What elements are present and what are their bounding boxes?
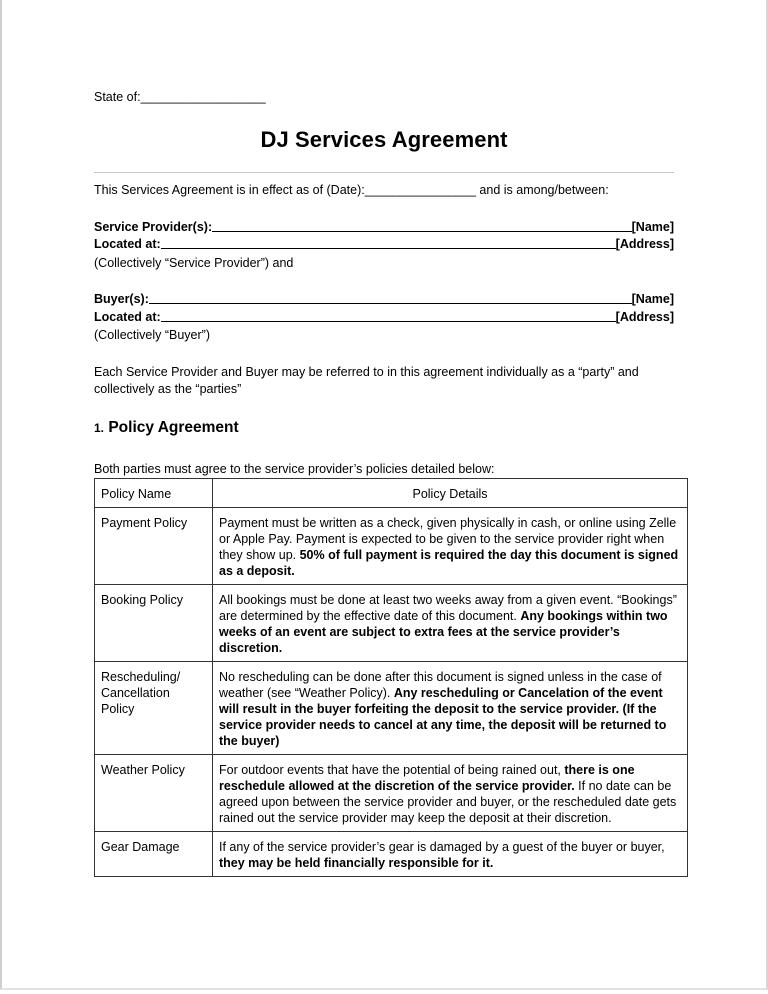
policy-table: [94, 478, 688, 877]
section-intro: Both parties must agree to the service provider’s policies detailed below:: [94, 462, 495, 476]
policy-details-cell: [213, 832, 688, 877]
state-label: State of:: [94, 90, 141, 104]
details-bold-text: there is one reschedule allowed at the discretion of the service provider.: [219, 763, 635, 793]
details-text: For outdoor events that have the potential of being rained out,: [219, 763, 565, 777]
parties-paragraph: Each Service Provider and Buyer may be referred to in this agreement individually as a “party” and collectively as the “parties”: [94, 365, 639, 396]
service-provider-address-label: Located at:: [94, 237, 161, 251]
header-policy-name: Policy Name: [95, 479, 213, 508]
policy-details-cell: [213, 662, 688, 755]
document-title: DJ Services Agreement: [260, 127, 508, 152]
header-policy-details: Policy Details: [213, 479, 688, 508]
service-provider-address-blank[interactable]: [161, 237, 616, 249]
service-provider-collective: (Collectively “Service Provider”) and: [94, 256, 294, 270]
policy-name-cell: Booking Policy: [95, 585, 213, 662]
details-bold-text: Any bookings within two weeks of an event are subject to extra fees at the service provider’s discretion.: [219, 609, 668, 655]
policy-name-cell: Rescheduling/ Cancellation Policy: [95, 662, 213, 755]
details-text: All bookings must be done at least two weeks away from a given event. “Bookings” are determined by the effective date of this document.: [219, 593, 677, 623]
state-field: [94, 90, 266, 104]
details-bold-text: Any rescheduling or Cancelation of the event will result in the buyer forfeiting the deposit to the service provider. (If the service provider needs to cancel at any time, the deposit will be returned to the buyer): [219, 686, 667, 748]
service-provider-name-tag: [Name]: [631, 220, 674, 234]
buyer-address-line: [94, 310, 674, 325]
effective-date-blank[interactable]: ________________: [364, 183, 476, 197]
table-row: [95, 585, 688, 662]
details-text: Payment must be written as a check, given physically in cash, or online using Zelle or Apple Pay. Payment is expected to be given to the service provider right when they show up.: [219, 516, 677, 562]
policy-name-cell: Payment Policy: [95, 508, 213, 585]
details-tail-text: If no date can be agreed upon between the service provider and buyer, or the rescheduled date gets rained out the service provider may keep the deposit at their discretion.: [219, 779, 677, 825]
policy-name-cell: Weather Policy: [95, 755, 213, 832]
buyer-address-blank[interactable]: [161, 310, 616, 322]
buyer-collective: (Collectively “Buyer”): [94, 328, 210, 342]
policy-details-cell: [213, 508, 688, 585]
service-provider-address-tag: [Address]: [615, 237, 674, 251]
service-provider-name-line: [94, 220, 674, 235]
state-blank[interactable]: __________________: [140, 90, 266, 104]
buyer-name-tag: [Name]: [631, 292, 674, 306]
policy-details-cell: [213, 585, 688, 662]
policy-details-cell: [213, 755, 688, 832]
policy-name-cell: Gear Damage: [95, 832, 213, 877]
service-provider-address-line: [94, 237, 674, 252]
section-number: 1.: [94, 421, 105, 435]
table-row: [95, 832, 688, 877]
details-text: If any of the service provider’s gear is damaged by a guest of the buyer or buyer,: [219, 840, 665, 854]
buyer-address-tag: [Address]: [615, 310, 674, 324]
details-bold-text: 50% of full payment is required the day this document is signed as a deposit.: [219, 548, 679, 578]
table-header-row: [95, 479, 688, 508]
table-row: [95, 662, 688, 755]
details-text: No rescheduling can be done after this document is signed unless in the case of weather (see “Weather Policy).: [219, 670, 662, 700]
buyer-address-label: Located at:: [94, 310, 161, 324]
table-row: [95, 755, 688, 832]
section-title: Policy Agreement: [108, 419, 239, 436]
buyer-name-line: [94, 292, 674, 307]
details-bold-text: they may be held financially responsible for it.: [219, 856, 494, 870]
service-provider-name-label: Service Provider(s):: [94, 220, 213, 234]
effective-date-line: [94, 183, 609, 197]
table-row: [95, 508, 688, 585]
buyer-name-blank[interactable]: [149, 292, 632, 304]
effective-date-suffix: and is among/between:: [475, 183, 609, 197]
buyer-name-label: Buyer(s):: [94, 292, 149, 306]
section-heading: [94, 419, 239, 437]
title-divider: [94, 172, 674, 173]
service-provider-name-blank[interactable]: [212, 220, 632, 232]
effective-date-label: This Services Agreement is in effect as of (Date):: [94, 183, 365, 197]
